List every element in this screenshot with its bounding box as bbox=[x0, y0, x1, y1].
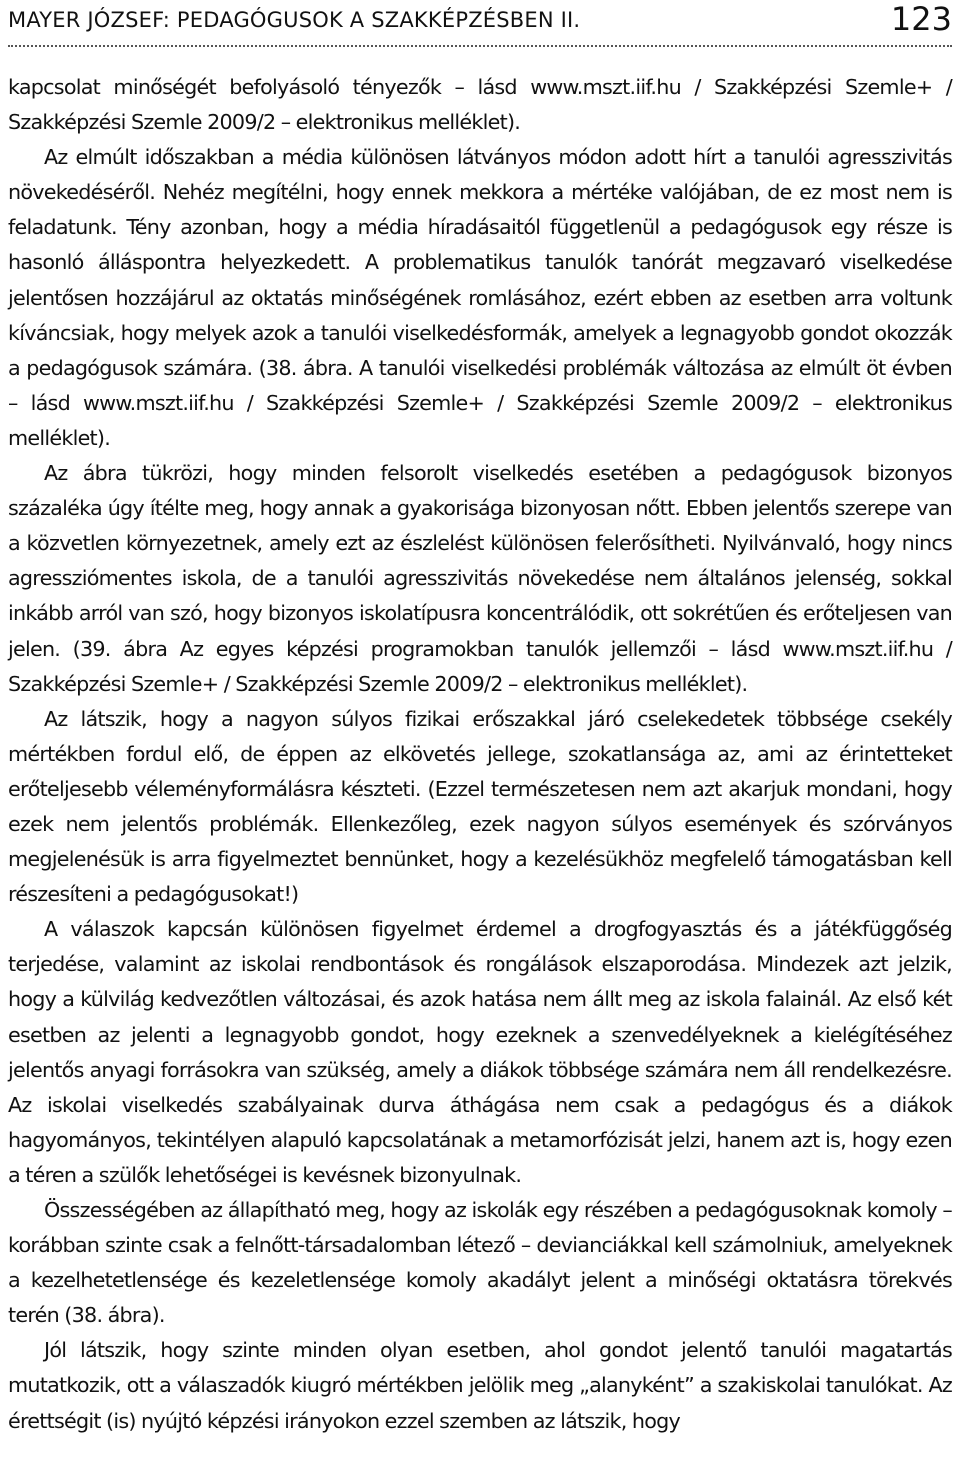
paragraph-4: Az látszik, hogy a nagyon súlyos fizikai erőszakkal járó cselekedetek többsége csekély mértékben fordul elő, de éppen az elkövetés jellege, szokatlansága az, ami az érintetteket erőteljesebb véleményformálásra készteti. (Ezzel természetesen nem azt akarjuk mondani, hogy ezek nem jelentős problémák. Ellenkezőleg, ezek nagyon súlyos események és szórványos megjelenésük is arra figyelmeztet bennünket, hogy a kezelésükhöz megfelelő támogatásban kell részesíteni a pedagógusokat!) bbox=[8, 706, 952, 907]
paragraph-3: Az ábra tükrözi, hogy minden felsorolt viselkedés esetében a pedagógusok bizonyos százaléka úgy ítélte meg, hogy annak a gyakorisága bizonyosan nőtt. Ebben jelentős szerepe van a közvetlen környezetnek, amely ezt az észlelést különösen felerősítheti. Nyilvánvaló, hogy nincs agressziómentes iskola, de a tanulói agresszivitás növekedése nem általános jelenség, sokkal inkább arról van szó, hogy bizonyos iskolatípusra koncentrálódik, ott sokrétűen és erőteljesen van jelen. (39. ábra Az egyes képzési programokban tanulók jellemzői – lásd www.mszt.iif.hu / Szakképzési Szemle+ / Szakképzési Szemle 2009/2 – elektronikus melléklet). bbox=[8, 461, 952, 696]
paragraph-5: A válaszok kapcsán különösen figyelmet érdemel a drogfogyasztás és a játékfüggőség terjedése, valamint az iskolai rendbontások és rongálások elszaporodása. Mindezek azt jelzik, hogy a külvilág kedvezőtlen változásai, és azok hatása nem állt meg az iskola falainál. Az első két esetben az jelenti a legnagyobb gondot, hogy ezeknek a szenvedélyeknek a kielégítéséhez jelentős anyagi forrásokra van szükség, amely a diákok többsége számára nem áll rendelkezésre. Az iskolai viselkedés szabályainak durva áthágása nem csak a pedagógus és a diákok hagyományos, tekintélyen alapuló kapcsolatának a metamorfózisát jelzi, hanem azt is, hogy ezen a téren a szülők lehetőségei is kevésnek bizonyulnak. bbox=[8, 917, 952, 1187]
body-text bbox=[8, 70, 952, 1439]
paragraph-2: Az elmúlt időszakban a média különösen látványos módon adott hírt a tanulói agresszivitás növekedéséről. Nehéz megítélni, hogy ennek mekkora a mértéke valójában, de ez most nem is feladatunk. Tény azonban, hogy a média híradásaitól függetlenül a pedagógusok egy része is hasonló álláspontra helyezkedett. A problematikus tanulók tanórát megzavaró viselkedése jelentősen hozzájárul az oktatás minőségének romlásához, ezért ebben az esetben arra voltunk kíváncsiak, hogy melyek azok a tanulói viselkedésformák, amelyek a legnagyobb gondot okozzák a pedagógusok számára. (38. ábra. A tanulói viselkedési problémák változása az elmúlt öt évben – lásd www.mszt.iif.hu / Szakképzési Szemle+ / Szakképzési Szemle 2009/2 – elektronikus melléklet). bbox=[8, 145, 952, 450]
page-number: 123 bbox=[890, 0, 952, 38]
running-title: MAYER JÓZSEF: PEDAGÓGUSOK A SZAKKÉPZÉSBEN II. bbox=[8, 8, 581, 32]
header-dotted-rule bbox=[8, 45, 952, 47]
running-header bbox=[8, 0, 952, 46]
paragraph-7: Jól látszik, hogy szinte minden olyan esetben, ahol gondot jelentő tanulói magatartás mutatkozik, ott a válaszadók kiugró mértékben jelölik meg „alanyként” a szakiskolai tanulókat. Az érettségit (is) nyújtó képzési irányokon ezzel szemben az látszik, hogy bbox=[8, 1338, 952, 1433]
paragraph-6: Összességében az állapítható meg, hogy az iskolák egy részében a pedagógusoknak komoly – korábban szinte csak a felnőtt-társadalomban létező – devianciákkal kell számolniuk, amelyeknek a kezelhetetlensége és kezeletlensége komoly akadályt jelent a minőségi oktatásra törekvés terén (38. ábra). bbox=[8, 1198, 952, 1328]
paragraph-1: kapcsolat minőségét befolyásoló tényezők – lásd www.mszt.iif.hu / Szakképzési Szemle+ / Szakképzési Szemle 2009/2 – elektronikus melléklet). bbox=[8, 75, 952, 135]
